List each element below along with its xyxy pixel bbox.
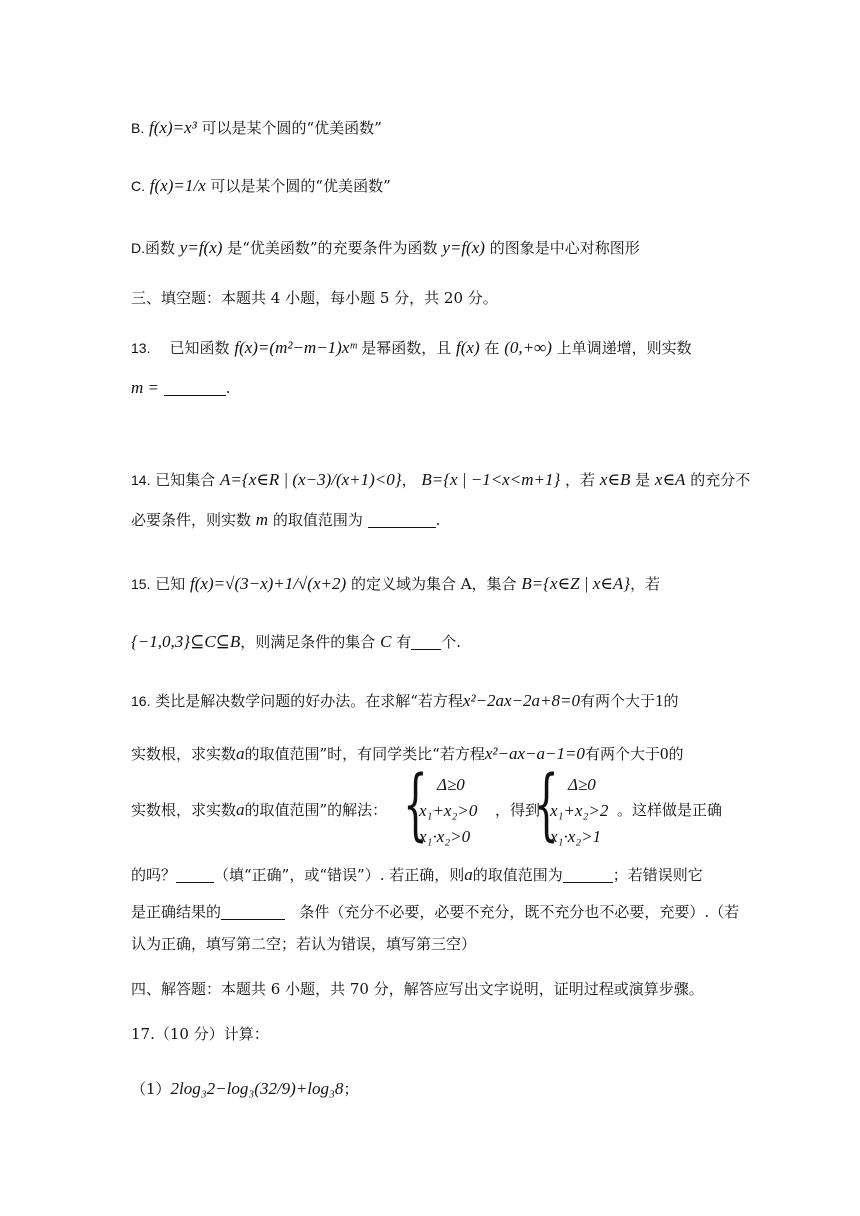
question-16-line-4	[131, 865, 703, 885]
q16-text-2d: 的	[668, 745, 684, 763]
q15-subset-chain: {−1,0,3}⊆C⊆B	[131, 632, 241, 651]
q16-system-2: { Δ≥0 x₁+x₂>2 x₁·x₂>1	[534, 760, 609, 850]
q16-text-4c: 的取值范围为	[472, 866, 563, 884]
option-d-text-1: 函数	[145, 239, 176, 257]
q16-text-5b: 条件（充分不必要，必要不充分，既不充分也不必要，充要）.（若	[299, 903, 740, 921]
q14-text-4: 的充分不	[690, 471, 751, 489]
question-15	[131, 574, 660, 594]
q16-var: a	[236, 744, 245, 763]
option-b-text: 可以是某个圆的“优美函数”	[201, 119, 382, 137]
q14-text-1: 已知集合	[155, 471, 216, 489]
q14-cond-2: x∈A	[654, 470, 686, 489]
q16-system-2-row-2: x₁+x₂>2	[550, 801, 609, 820]
q15-answer-blank[interactable]	[411, 633, 441, 650]
q15-set-b: B={x∈Z | x∈A}	[521, 574, 631, 593]
q15-var: C	[380, 632, 392, 651]
q14-number: 14.	[131, 472, 151, 488]
q13-number: 13.	[131, 340, 151, 356]
q16-text-5: 是正确结果的	[131, 903, 222, 921]
q16-equation-1: x²−2ax−2a+8=0	[462, 691, 580, 710]
q15-text-5: 有	[396, 633, 412, 651]
q13-text-3: 在	[484, 339, 500, 357]
q16-text-1b: 有两个大于	[580, 692, 656, 710]
q16-system-1-row-2: x₁+x₂>0	[419, 801, 478, 820]
q14-cond-1: x∈B	[599, 470, 631, 489]
q16-system-2-row-3: x₁·x₂>1	[550, 827, 602, 846]
question-16	[131, 691, 679, 711]
option-d-text-3: 的图象是中心对称图形	[489, 239, 640, 257]
question-13	[131, 338, 692, 358]
q16-text-3b: 的取值范围”的解法：	[244, 801, 388, 819]
question-13-answer	[131, 378, 231, 398]
q17-part1-tail: ；	[343, 1080, 359, 1098]
q13-text-4: 上单调递增，则实数	[556, 339, 692, 357]
q14-tail: .	[435, 511, 441, 529]
question-16-line-3	[131, 800, 387, 820]
q15-text-4: ，则满足条件的集合	[240, 633, 376, 651]
question-17-part-1	[131, 1079, 358, 1099]
q14-set-a: A={x∈R | (x−3)/(x+1)<0}	[220, 470, 402, 489]
q16-blank-2[interactable]	[563, 866, 613, 883]
option-c-text: 可以是某个圆的“优美函数”	[210, 177, 391, 195]
q15-number: 15.	[131, 576, 151, 592]
q16-text-2: 实数根，求实数	[131, 745, 237, 763]
q17-part1-math: 2log₃2−log₃(32/9)+log₃8	[170, 1079, 344, 1098]
option-d	[131, 238, 640, 258]
question-17-title: 17.（10 分）计算：	[131, 1025, 269, 1043]
question-16-line-5	[131, 902, 739, 922]
q16-text-3: 实数根，求实数	[131, 801, 237, 819]
q16-text-4d: ；若错误则它	[612, 866, 703, 884]
q14-text-2: ，若	[565, 471, 596, 489]
q16-text-1c: 的	[663, 692, 679, 710]
option-d-math-2: y=f(x)	[442, 238, 485, 257]
q13-math-1: f(x)=(m²−m−1)xᵐ	[234, 338, 357, 357]
q16-number-1: 1	[655, 691, 664, 710]
q13-math-2: f(x)	[456, 338, 480, 357]
q16-system-1-row-3: x₁·x₂>0	[419, 827, 471, 846]
q16-number: 16.	[131, 693, 151, 709]
option-d-math-1: y=f(x)	[179, 238, 223, 257]
question-14	[131, 470, 750, 490]
option-c-math: f(x)=1/x	[149, 176, 206, 195]
q13-math-3: (0,+∞)	[504, 338, 552, 357]
section-3-title: 三、填空题：本题共 4 小题，每小题 5 分，共 20 分。	[131, 289, 498, 307]
q16-system-2-row-1: Δ≥0	[568, 775, 596, 794]
q15-text-1: 已知	[155, 575, 186, 593]
q16-text-3c: ，得到	[495, 801, 541, 819]
q16-equation-2: x²−ax−a−1=0	[484, 744, 585, 763]
section-4-title: 四、解答题：本题共 6 小题，共 70 分，解答应写出文字说明，证明过程或演算步骤。	[131, 980, 704, 998]
question-15-line-2	[131, 632, 461, 652]
q15-text-2: 的定义域为集合 A，集合	[350, 575, 517, 593]
option-b-math: f(x)=x³	[149, 118, 197, 137]
option-d-text-2: 是“优美函数”的充要条件为函数	[227, 239, 438, 257]
q16-text-1: 类比是解决数学问题的好办法。在求解“若方程	[155, 692, 463, 710]
q16-var-2: a	[236, 800, 245, 819]
q16-text-2c: 有两个大于	[584, 745, 660, 763]
q16-text-2b: 的取值范围”时，有同学类比“若方程	[244, 745, 485, 763]
q16-system-1-row-1: Δ≥0	[437, 775, 465, 794]
question-14-line-2	[131, 510, 440, 530]
q13-tail: .	[225, 379, 231, 397]
q14-answer-blank[interactable]	[368, 511, 436, 528]
q14-line2-text: 必要条件，则实数	[131, 511, 252, 529]
q16-system-1: { Δ≥0 x₁+x₂>0 x₁·x₂>0	[403, 760, 478, 850]
q14-var: m	[255, 510, 269, 529]
option-c-label: C.	[131, 178, 145, 194]
option-b-label: B.	[131, 120, 145, 136]
option-d-label: D.	[131, 240, 145, 256]
q14-line2-text-b: 的取值范围为	[272, 511, 363, 529]
q13-text-2: 是幂函数，且	[361, 339, 452, 357]
q16-text-3d: 。这样做是正确	[617, 801, 723, 819]
q13-answer-var: m =	[131, 378, 159, 397]
option-c	[131, 176, 391, 196]
q13-answer-blank[interactable]	[164, 379, 226, 396]
q13-text-1: 已知函数	[169, 339, 230, 357]
q14-set-b: B={x | −1<x<m+1}	[421, 470, 561, 489]
q16-var-3: a	[464, 865, 473, 884]
option-b	[131, 118, 382, 138]
q14-separator: ，	[401, 471, 417, 489]
q17-part1-label: （1）	[131, 1080, 171, 1098]
q15-text-3: ，若	[630, 575, 661, 593]
q15-math: f(x)=√(3−x)+1/√(x+2)	[190, 574, 347, 593]
question-16-line-6: 认为正确，填写第二空；若认为错误，填写第三空）	[131, 935, 477, 953]
q16-text-4: 的吗？	[131, 866, 177, 884]
q16-blank-3[interactable]	[221, 903, 285, 920]
q14-text-3: 是	[635, 471, 651, 489]
q16-text-4b: （填“正确”，或“错误”）. 若正确，则	[214, 866, 465, 884]
q15-tail: 个.	[441, 633, 461, 651]
q16-number-2: 0	[659, 744, 669, 763]
q16-blank-1[interactable]	[176, 866, 214, 883]
